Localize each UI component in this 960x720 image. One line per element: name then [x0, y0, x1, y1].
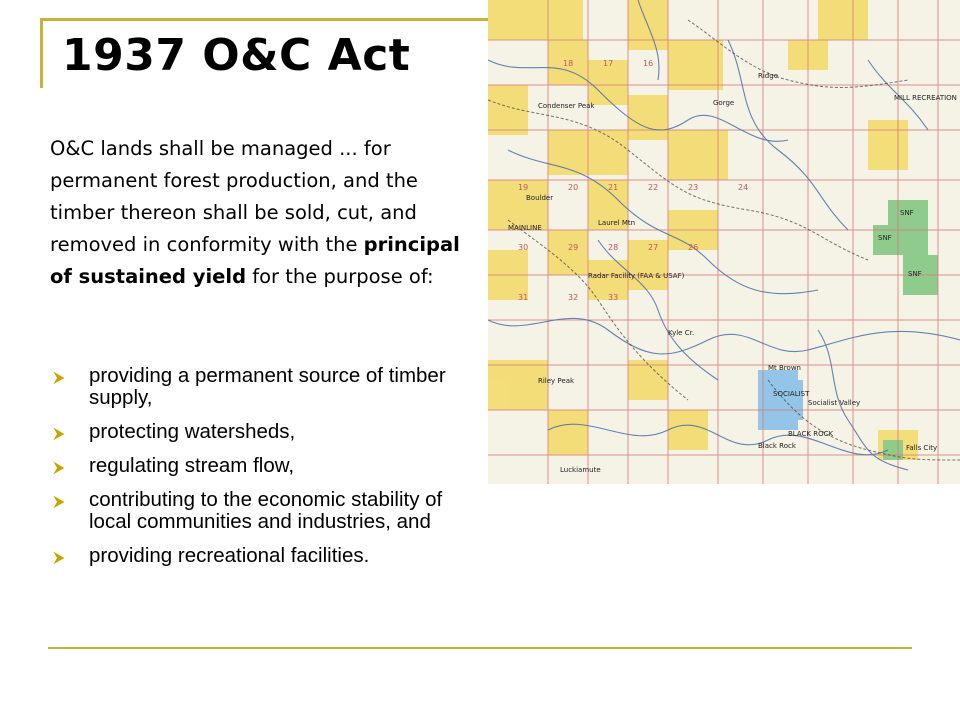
map-label: MAINLINE	[508, 224, 542, 232]
svg-text:18: 18	[563, 59, 574, 68]
purpose-list	[52, 365, 484, 579]
arrow-bullet-icon: ⮞	[54, 549, 65, 565]
map-label: Falls City	[906, 444, 938, 452]
list-item	[52, 421, 484, 443]
map-image	[488, 0, 960, 484]
svg-text:26: 26	[688, 243, 699, 252]
map-label: BLACK ROCK	[788, 430, 834, 438]
map-label: SNF	[900, 209, 914, 217]
arrow-bullet-icon: ⮞	[54, 459, 65, 475]
arrow-bullet-icon: ⮞	[54, 369, 65, 385]
map-label: Riley Peak	[538, 377, 575, 385]
land-ownership-map	[488, 0, 960, 484]
arrow-bullet-icon: ⮞	[54, 425, 65, 441]
map-label: Luckiamute	[560, 466, 601, 474]
map-label: Radar Facility (FAA & USAF)	[588, 272, 685, 280]
map-label: SNF	[908, 270, 922, 278]
map-label: Black Rock	[758, 442, 796, 450]
svg-text:22: 22	[648, 183, 659, 192]
title-accent-bar-vertical	[40, 18, 43, 88]
svg-text:19: 19	[518, 183, 529, 192]
map-label: SNF	[878, 234, 892, 242]
bottom-divider	[48, 647, 912, 649]
map-label: Kyle Cr.	[668, 329, 695, 337]
svg-text:16: 16	[643, 59, 654, 68]
svg-text:27: 27	[648, 243, 659, 252]
list-item-text: regulating stream flow,	[89, 454, 295, 477]
svg-text:23: 23	[688, 183, 699, 192]
map-label: Boulder	[526, 194, 554, 202]
svg-text:31: 31	[518, 293, 529, 302]
svg-text:32: 32	[568, 293, 579, 302]
title-accent-bar	[40, 18, 492, 21]
map-label: Gorge	[713, 99, 735, 107]
slide-title: 1937 O&C Act	[62, 30, 411, 81]
svg-text:28: 28	[608, 243, 619, 252]
list-item	[52, 545, 484, 567]
svg-text:20: 20	[568, 183, 579, 192]
map-label: SOCIALIST	[773, 390, 810, 398]
svg-text:24: 24	[738, 183, 749, 192]
intro-tail: for the purpose of:	[252, 265, 434, 288]
map-label: MILL RECREATION	[894, 94, 957, 102]
list-item-text: providing recreational facilities.	[89, 544, 370, 567]
map-label: Mt Brown	[768, 364, 801, 372]
svg-text:21: 21	[608, 183, 619, 192]
arrow-bullet-icon: ⮞	[54, 493, 65, 509]
list-item	[52, 455, 484, 477]
svg-text:17: 17	[603, 59, 614, 68]
map-label: Ridge	[758, 72, 779, 80]
intro-paragraph	[50, 133, 480, 293]
intro-emphasis: principal of sustained yield	[50, 233, 460, 288]
map-label: Condenser Peak	[538, 102, 595, 110]
list-item	[52, 365, 484, 409]
intro-text: O&C lands shall be managed ... for permanent forest production, and the timber thereon shall be sold, cut, and removed in conformity with the	[50, 137, 418, 256]
list-item-text: protecting watersheds,	[89, 420, 296, 443]
map-label: Laurel Mtn	[598, 219, 636, 227]
svg-text:29: 29	[568, 243, 579, 252]
list-item-text: contributing to the economic stability of local communities and industries, and	[89, 488, 443, 533]
svg-text:33: 33	[608, 293, 619, 302]
svg-text:30: 30	[518, 243, 529, 252]
list-item-text: providing a permanent source of timber supply,	[89, 364, 446, 409]
list-item	[52, 489, 484, 533]
map-label: Socialist Valley	[808, 399, 861, 407]
